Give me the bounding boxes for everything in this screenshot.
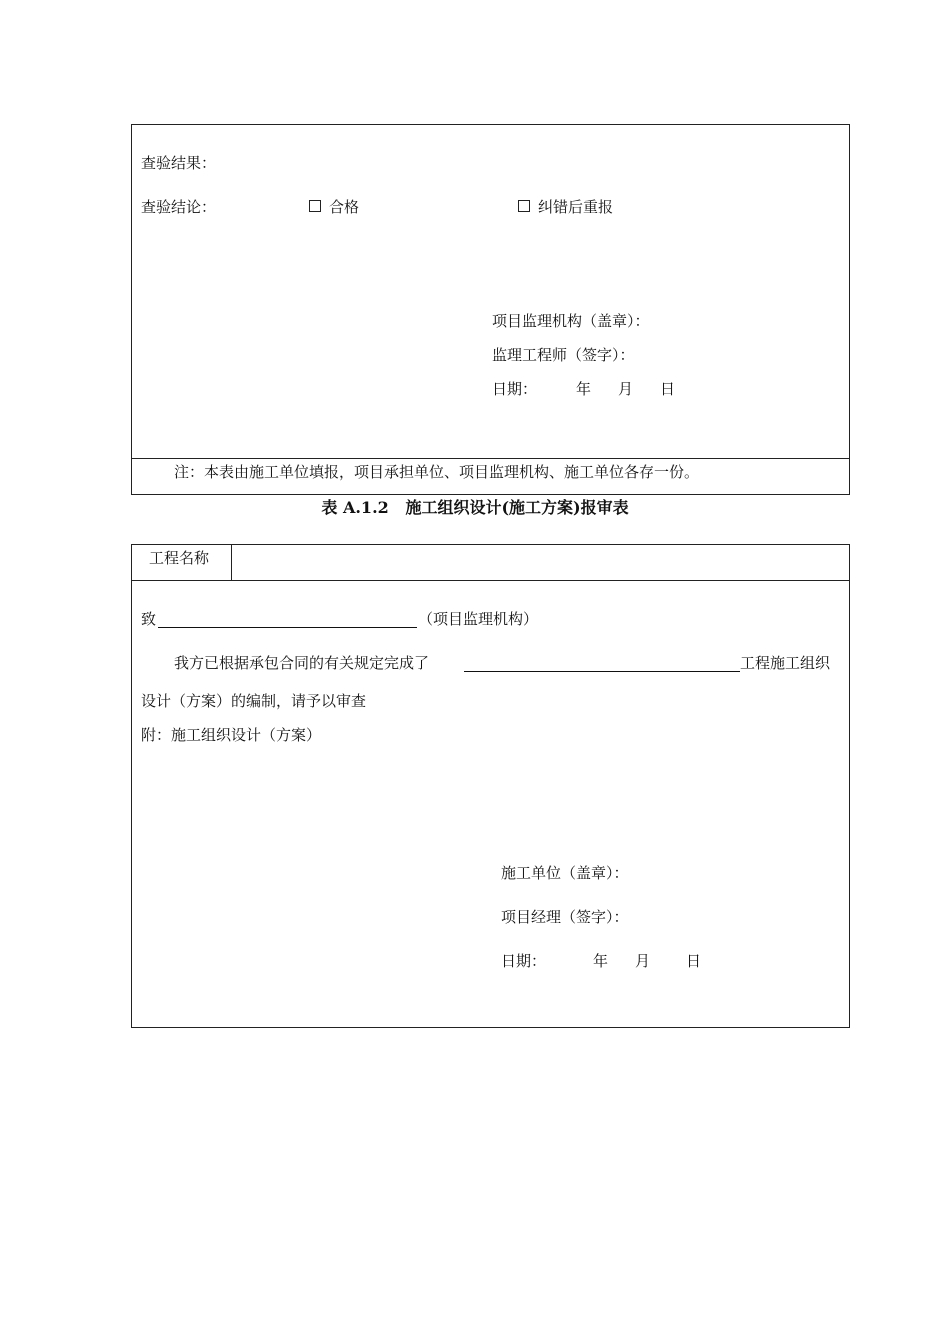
date-month-2: 月 xyxy=(635,952,651,970)
body-line2: 设计（方案）的编制，请予以审查 xyxy=(141,692,367,710)
to-suffix: （项目监理机构） xyxy=(418,610,539,628)
body-line1-prefix: 我方已根据承包合同的有关规定完成了 xyxy=(174,654,430,672)
date-month-1: 月 xyxy=(618,380,634,398)
manager-sign-label: 项目经理（签字）： xyxy=(501,908,629,926)
engineer-sign-label: 监理工程师（签字）： xyxy=(492,346,635,364)
to-prefix: 致 xyxy=(141,610,157,628)
option-pass[interactable] xyxy=(309,200,359,215)
date-label-1: 日期： xyxy=(492,380,538,398)
option-resubmit-label: 纠错后重报 xyxy=(538,198,614,216)
project-name-value[interactable] xyxy=(232,545,849,580)
date-label-2: 日期： xyxy=(501,952,547,970)
inspection-table xyxy=(131,124,850,495)
header-divider xyxy=(131,580,850,581)
resubmit-checkbox[interactable] xyxy=(518,200,530,212)
inspection-result-label: 查验结果： xyxy=(141,154,217,172)
inspection-conclusion-label: 查验结论： xyxy=(141,198,217,216)
to-blank-line[interactable] xyxy=(158,627,417,628)
date-year-1: 年 xyxy=(576,380,592,398)
option-resubmit[interactable] xyxy=(518,200,613,215)
date-day-1: 日 xyxy=(660,380,676,398)
date-year-2: 年 xyxy=(593,952,609,970)
project-blank-line[interactable] xyxy=(464,671,740,672)
pass-checkbox[interactable] xyxy=(309,200,321,212)
project-name-label: 工程名称 xyxy=(149,549,210,567)
option-pass-label: 合格 xyxy=(329,198,360,216)
body-line1-suffix: 工程施工组织 xyxy=(740,654,831,672)
contractor-seal-label: 施工单位（盖章）： xyxy=(501,864,629,882)
date-day-2: 日 xyxy=(686,952,702,970)
form-title: 表 A.1.2 施工组织设计(施工方案)报审表 xyxy=(321,498,629,517)
note-divider xyxy=(131,458,850,459)
table-note: 注：本表由施工单位填报，项目承担单位、项目监理机构、施工单位各存一份。 xyxy=(174,463,700,481)
attachment-label: 附：施工组织设计（方案） xyxy=(141,726,322,744)
supervision-org-seal-label: 项目监理机构（盖章）： xyxy=(492,312,650,330)
